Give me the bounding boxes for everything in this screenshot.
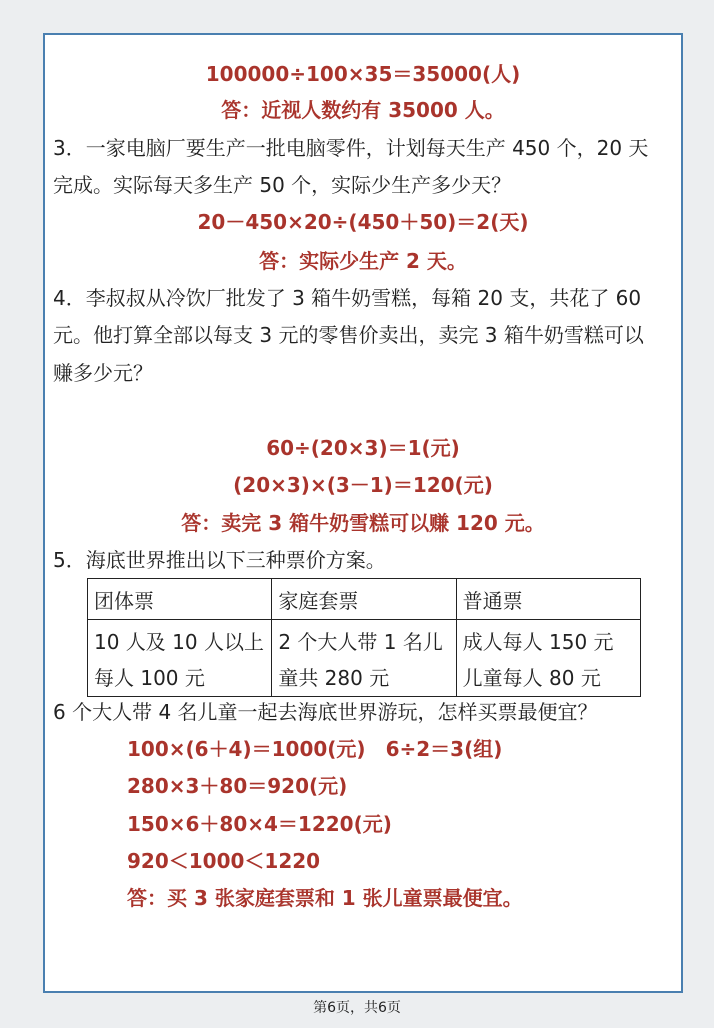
cell-text: 成人每人 150 元 [462, 630, 614, 654]
solution-line: (20×3)×(3－1)＝120(元) [233, 473, 493, 497]
table-header-cell: 普通票 [456, 579, 640, 620]
question-4-line: 元。他打算全部以每支 3 元的零售价卖出，卖完 3 箱牛奶雪糕可以 [53, 323, 644, 347]
cell-text: 2 个大人带 1 名儿 [278, 630, 443, 654]
table-cell [272, 620, 456, 697]
answer-line: 答：卖完 3 箱牛奶雪糕可以赚 120 元。 [181, 511, 545, 535]
page-number: 第6页，共6页 [313, 1000, 401, 1016]
solution-line: 100×(6＋4)＝1000(元) 6÷2＝3(组) [127, 737, 503, 761]
solution-line: 280×3＋80＝920(元) [127, 774, 348, 798]
ticket-table [87, 578, 641, 697]
solution-line: 20－450×20÷(450＋50)＝2(天) [197, 210, 529, 234]
question-4-line: 4．李叔叔从冷饮厂批发了 3 箱牛奶雪糕，每箱 20 支，共花了 60 [53, 286, 642, 310]
question-3-line: 3．一家电脑厂要生产一批电脑零件，计划每天生产 450 个，20 天 [53, 136, 649, 160]
answer-line: 答：买 3 张家庭套票和 1 张儿童票最便宜。 [127, 886, 523, 910]
answer-line: 答：近视人数约有 35000 人。 [221, 98, 505, 122]
cell-text: 10 人及 10 人以上 [94, 630, 264, 654]
question-3-line: 完成。实际每天多生产 50 个，实际少生产多少天？ [53, 173, 512, 197]
document-page [43, 33, 683, 993]
table-cell [88, 620, 272, 697]
answer-line: 答：实际少生产 2 天。 [259, 249, 467, 273]
solution-line: 100000÷100×35＝35000(人) [205, 62, 521, 86]
table-row [88, 579, 641, 620]
table-header-cell: 团体票 [88, 579, 272, 620]
question-5-line: 5．海底世界推出以下三种票价方案。 [53, 548, 386, 572]
cell-text: 儿童每人 80 元 [462, 666, 601, 690]
question-5-line: 6 个大人带 4 名儿童一起去海底世界游玩，怎样买票最便宜？ [53, 700, 598, 724]
cell-text: 每人 100 元 [94, 666, 205, 690]
table-header-cell: 家庭套票 [272, 579, 456, 620]
solution-line: 60÷(20×3)＝1(元) [266, 436, 460, 460]
question-4-line: 赚多少元？ [53, 361, 153, 385]
comparison-line: 920＜1000＜1220 [127, 849, 321, 873]
cell-text: 童共 280 元 [278, 666, 390, 690]
table-row [88, 620, 641, 697]
solution-line: 150×6＋80×4＝1220(元) [127, 812, 392, 836]
table-cell [456, 620, 640, 697]
